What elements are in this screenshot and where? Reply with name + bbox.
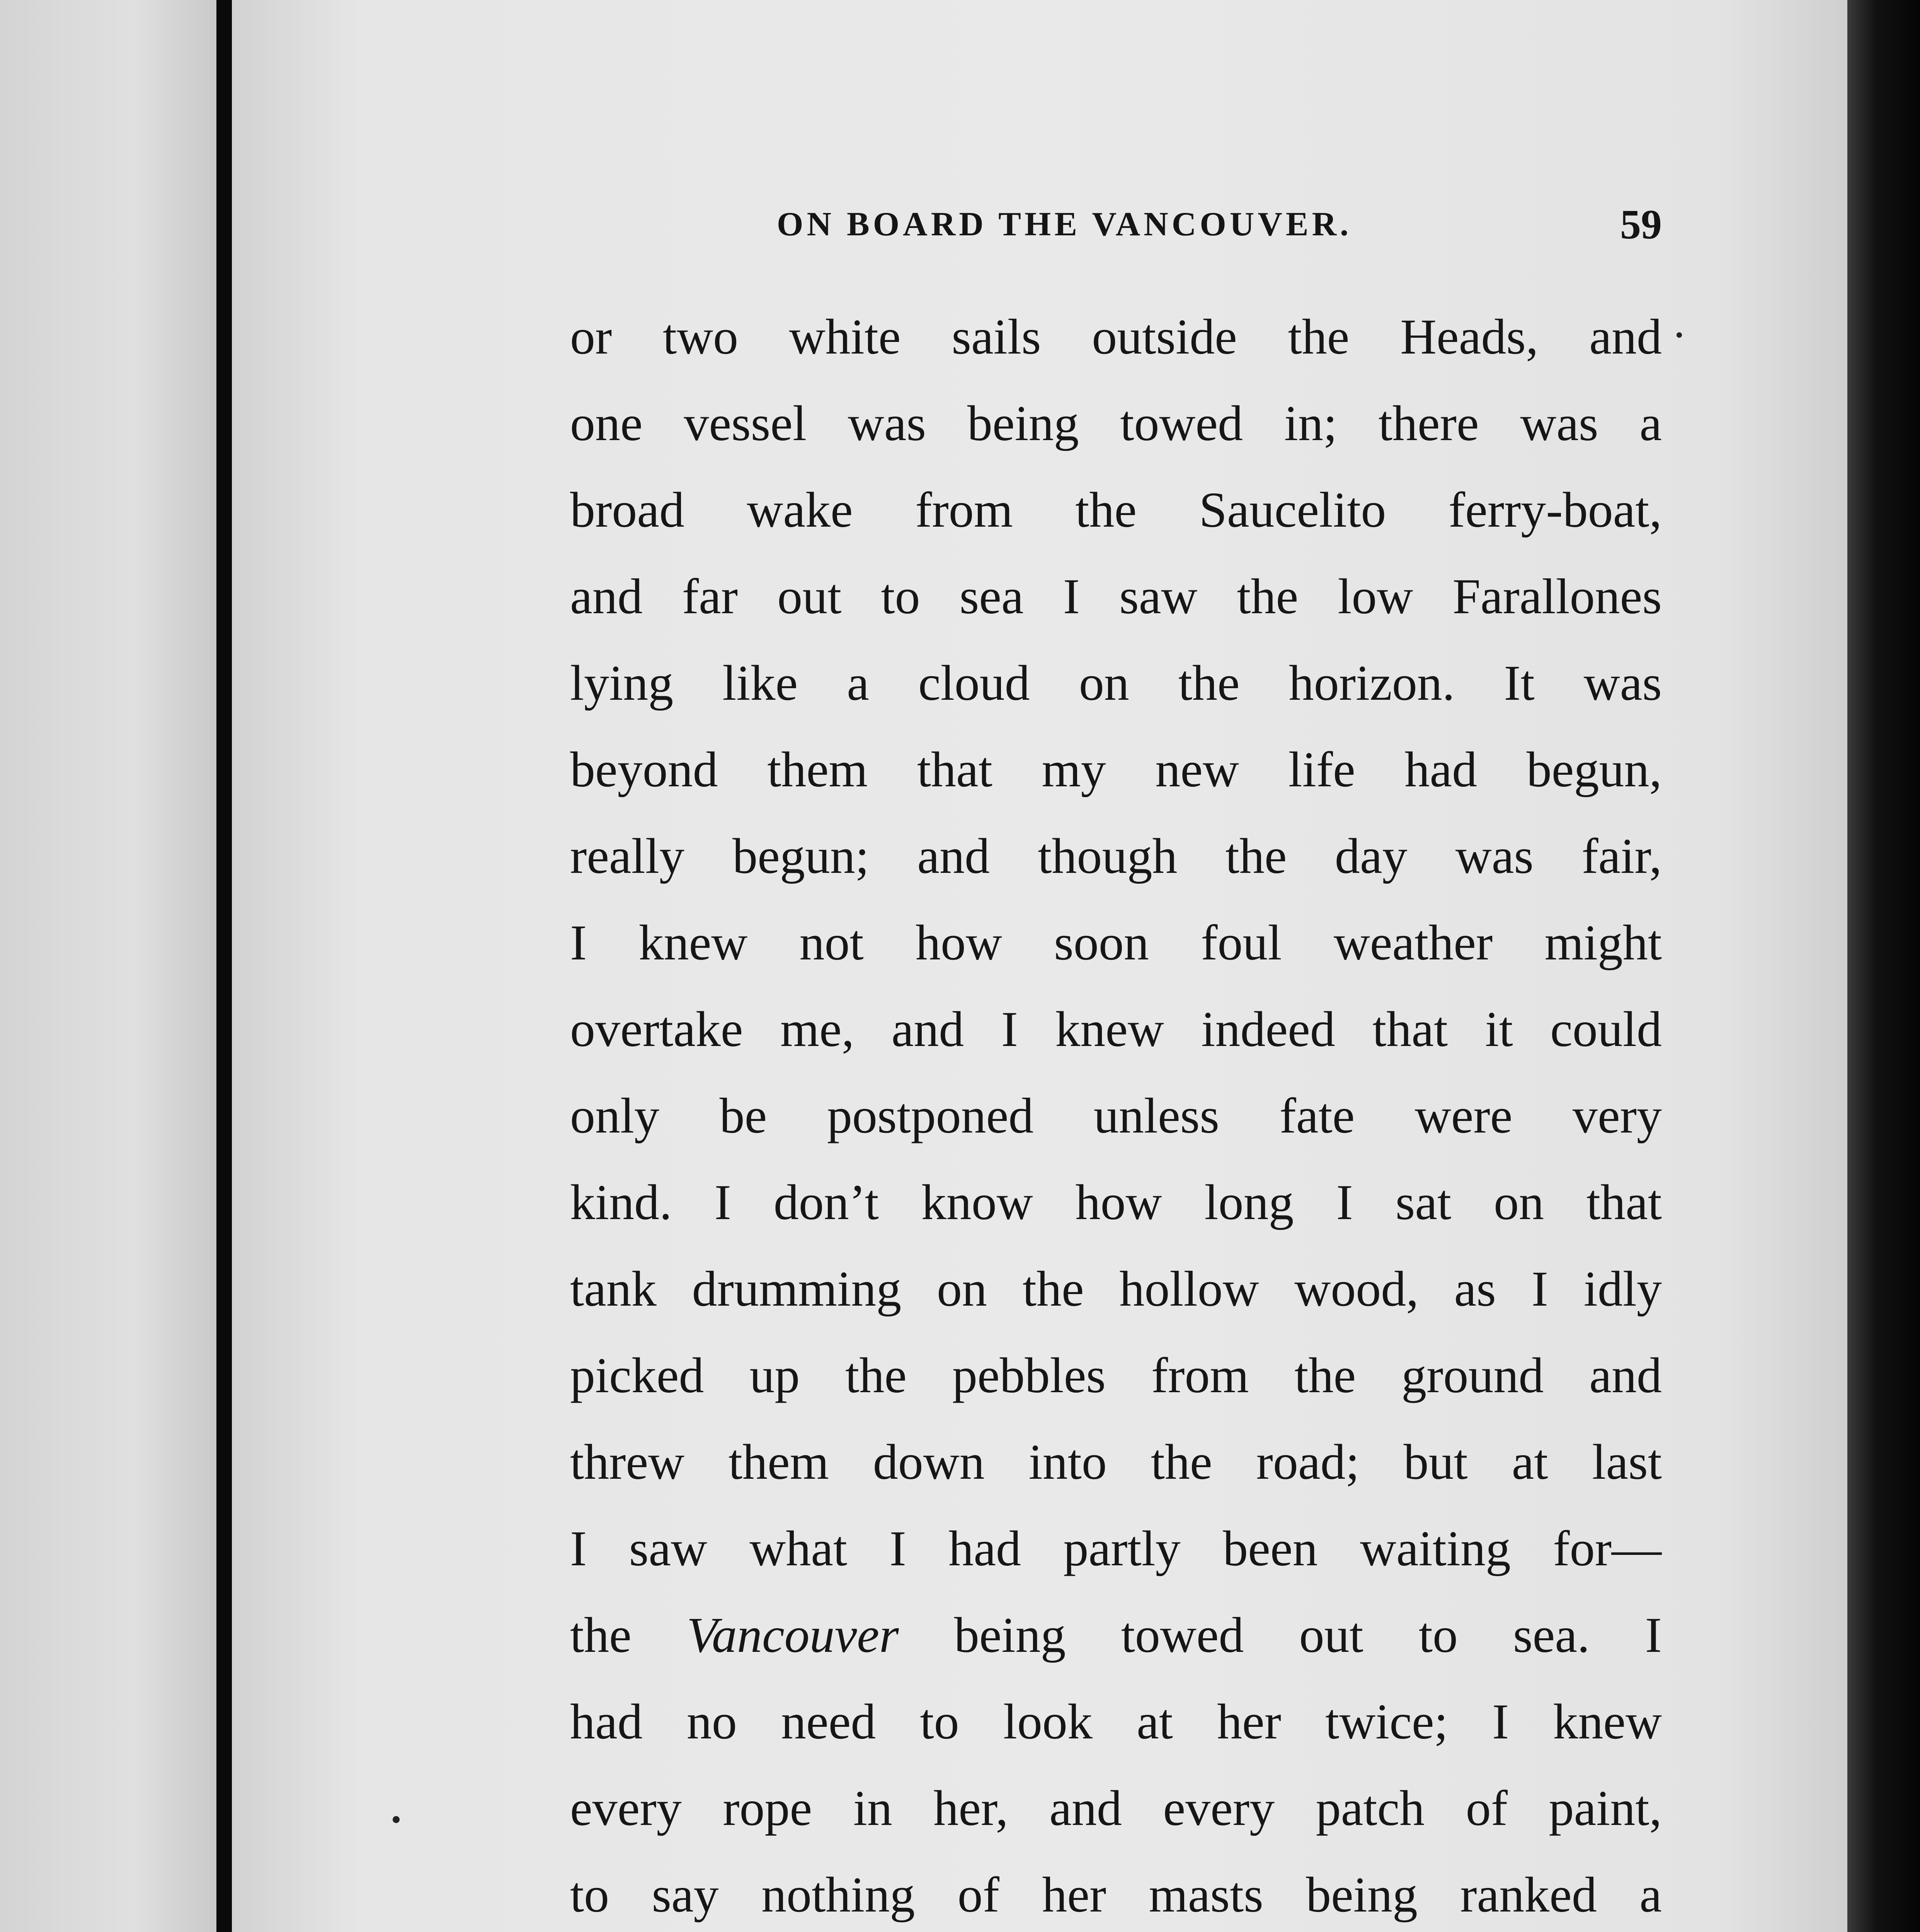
text-line: had no need to look at her twice; I knew (570, 1694, 1662, 1750)
text-line: to say nothing of her masts being ranked a (570, 1867, 1662, 1923)
text-line: every rope in her, and every patch of paint, (570, 1781, 1662, 1836)
text-line: threw them down into the road; but at last (570, 1434, 1662, 1490)
page-header (777, 201, 1662, 247)
text-segment: being towed out to sea. I (899, 1607, 1662, 1663)
text-line: really begun; and though the day was fair, (570, 828, 1662, 884)
text-line: and far out to sea I saw the low Farallones (570, 569, 1662, 624)
text-line: only be postponed unless fate were very (570, 1088, 1662, 1144)
text-segment: the (570, 1607, 687, 1663)
text-line: tank drumming on the hollow wood, as I idly (570, 1261, 1662, 1317)
text-line: or two white sails outside the Heads, and (570, 309, 1662, 365)
text-line: picked up the pebbles from the ground and (570, 1348, 1662, 1403)
text-line: I knew not how soon foul weather might (570, 915, 1662, 971)
running-head: ON BOARD THE VANCOUVER. (777, 206, 1352, 243)
body-text (570, 294, 1662, 1932)
text-line: kind. I don’t know how long I sat on that (570, 1175, 1662, 1230)
text-line: overtake me, and I knew indeed that it could (570, 1002, 1662, 1057)
speck (1677, 332, 1682, 338)
text-line: lying like a cloud on the horizon. It was (570, 655, 1662, 711)
text-line (570, 1592, 1662, 1679)
facing-page-margin (0, 0, 221, 1932)
book-gutter (216, 0, 232, 1932)
speck (393, 1816, 400, 1823)
text-line: broad wake from the Saucelito ferry-boat, (570, 482, 1662, 538)
text-line: I saw what I had partly been waiting for— (570, 1521, 1662, 1577)
text-line: one vessel was being towed in; there was a (570, 396, 1662, 451)
text-line: beyond them that my new life had begun, (570, 742, 1662, 798)
page-edge-shadow (1847, 0, 1920, 1932)
italic-ship-name: Vancouver (686, 1607, 899, 1663)
page-number: 59 (1620, 202, 1662, 248)
